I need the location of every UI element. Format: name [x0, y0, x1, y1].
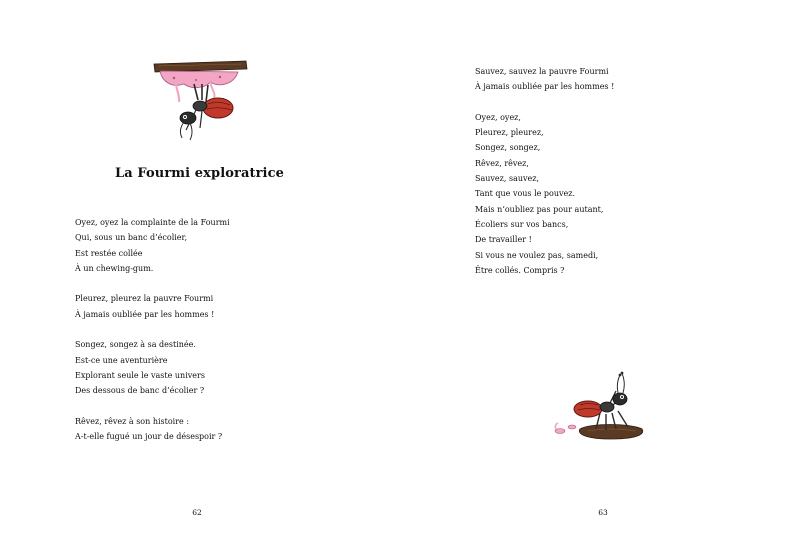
page-number: 63 [598, 508, 608, 517]
poem-line: Est-ce une aventurière [75, 355, 168, 365]
poem-line: Écoliers sur vos bancs, [475, 219, 569, 229]
poem-line: Mais n’oubliez pas pour autant, [475, 204, 604, 214]
poem-line: Pleurez, pleurez la pauvre Fourmi [75, 294, 214, 304]
poem-line: Si vous ne voulez pas, samedi, [475, 250, 599, 260]
stanza-break [475, 95, 614, 110]
poem-line: Rêvez, rêvez, [475, 158, 529, 168]
poem-line: Rêvez, rêvez à son histoire : [75, 416, 190, 426]
poem-line: Oyez, oyez, [475, 112, 521, 122]
poem-title: La Fourmi exploratrice [115, 166, 284, 181]
page-number: 62 [192, 508, 202, 517]
poem-line: Oyez, oyez la complainte de la Fourmi [75, 218, 230, 227]
poem-line: Tant que vous le pouvez. [475, 189, 576, 199]
ant-standing-on-ground-illustration [550, 365, 650, 445]
poem-stanzas-right [475, 64, 614, 278]
poem-line: Qui, sous un banc d’écolier, [75, 233, 188, 243]
poem-line: Sauvez, sauvez la pauvre Fourmi [475, 67, 609, 76]
poem-line: Être collés. Compris ? [475, 265, 565, 275]
poem-line: De travailler ! [475, 235, 532, 245]
poem-line: À jamais oubliée par les hommes ! [475, 82, 615, 92]
stanza-break [75, 399, 230, 414]
right-page [400, 0, 799, 551]
stanza-break [75, 322, 230, 337]
poem-line: Est restée collée [75, 248, 143, 258]
ant-hanging-under-bench-illustration [150, 58, 250, 148]
poem-line: À un chewing-gum. [75, 263, 154, 273]
poem-stanzas-left [75, 215, 230, 444]
poem-line: Pleurez, pleurez, [475, 128, 544, 138]
poem-line: À jamais oubliée par les hommes ! [75, 309, 215, 319]
poem-line: Songez, songez à sa destinée. [75, 340, 196, 350]
poem-line: Songez, songez, [475, 143, 541, 153]
stanza-break [75, 276, 230, 291]
left-page [0, 0, 399, 551]
poem-line: Sauvez, sauvez, [475, 174, 539, 184]
poem-line: Des dessous de banc d’écolier ? [75, 386, 205, 396]
poem-line: A-t-elle fugué un jour de désespoir ? [75, 432, 223, 442]
poem-line: Explorant seule le vaste univers [75, 370, 205, 380]
